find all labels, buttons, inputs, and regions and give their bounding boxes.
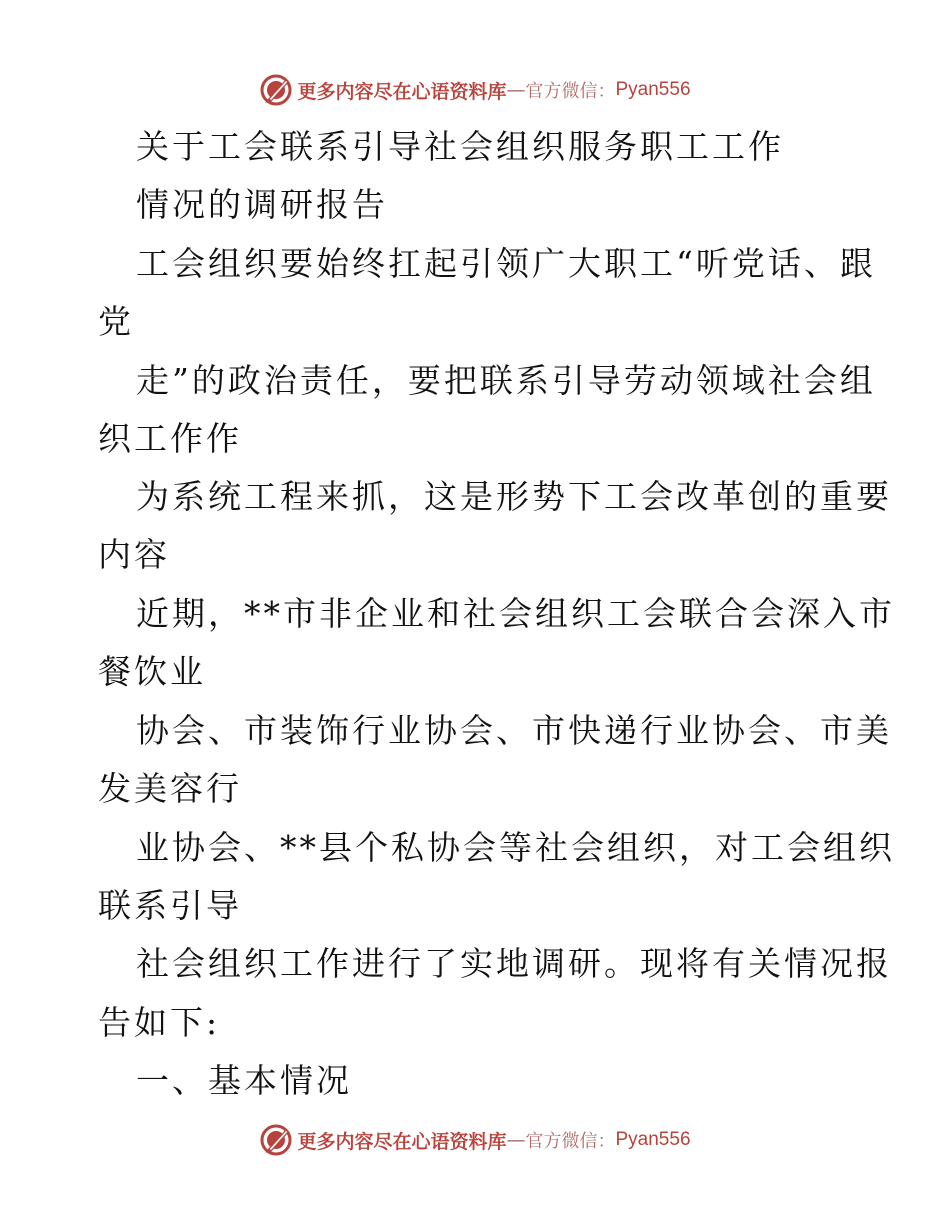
paragraph-line: 社会组织工作进行了实地调研。现将有关情况报	[136, 944, 892, 983]
paragraph-line: 发美容行	[98, 769, 242, 808]
footer-banner	[0, 1120, 950, 1160]
document-title-line-1: 关于工会联系引导社会组织服务职工工作	[136, 127, 784, 166]
paragraph-line: 织工作作	[98, 419, 242, 458]
banner-separator: —	[506, 1129, 526, 1151]
banner-title: 更多内容尽在心语资料库	[297, 1130, 507, 1153]
banner-wechat-id: Pyan556	[615, 79, 691, 100]
header-banner	[0, 70, 950, 110]
banner-wechat-label: 官方微信：	[525, 1131, 616, 1152]
quill-emblem-icon	[259, 1123, 293, 1157]
paragraph-line: 为系统工程来抓，这是形势下工会改革创的重要	[136, 477, 892, 516]
paragraph-line: 业协会、**县个私协会等社会组织，对工会组织	[136, 828, 895, 867]
paragraph-line: 工会组织要始终扛起引领广大职工“听党话、跟	[136, 244, 876, 283]
paragraph-line: 走”的政治责任，要把联系引导劳动领域社会组	[136, 361, 876, 400]
paragraph-line: 协会、市装饰行业协会、市快递行业协会、市美	[136, 711, 892, 750]
document-title-line-2: 情况的调研报告	[136, 185, 388, 224]
banner-wechat-label: 官方微信：	[525, 81, 616, 102]
quill-emblem-icon	[259, 73, 293, 107]
banner-separator: —	[506, 79, 526, 101]
section-heading: 一、基本情况	[136, 1061, 352, 1100]
banner-title: 更多内容尽在心语资料库	[297, 80, 507, 103]
paragraph-line: 内容	[98, 535, 170, 574]
paragraph-line: 联系引导	[98, 886, 242, 925]
paragraph-line: 近期，**市非企业和社会组织工会联合会深入市	[136, 594, 895, 633]
paragraph-line: 告如下:	[98, 1003, 221, 1042]
banner-wechat-id: Pyan556	[615, 1129, 691, 1150]
paragraph-line: 餐饮业	[98, 652, 206, 691]
paragraph-line: 党	[98, 302, 134, 341]
